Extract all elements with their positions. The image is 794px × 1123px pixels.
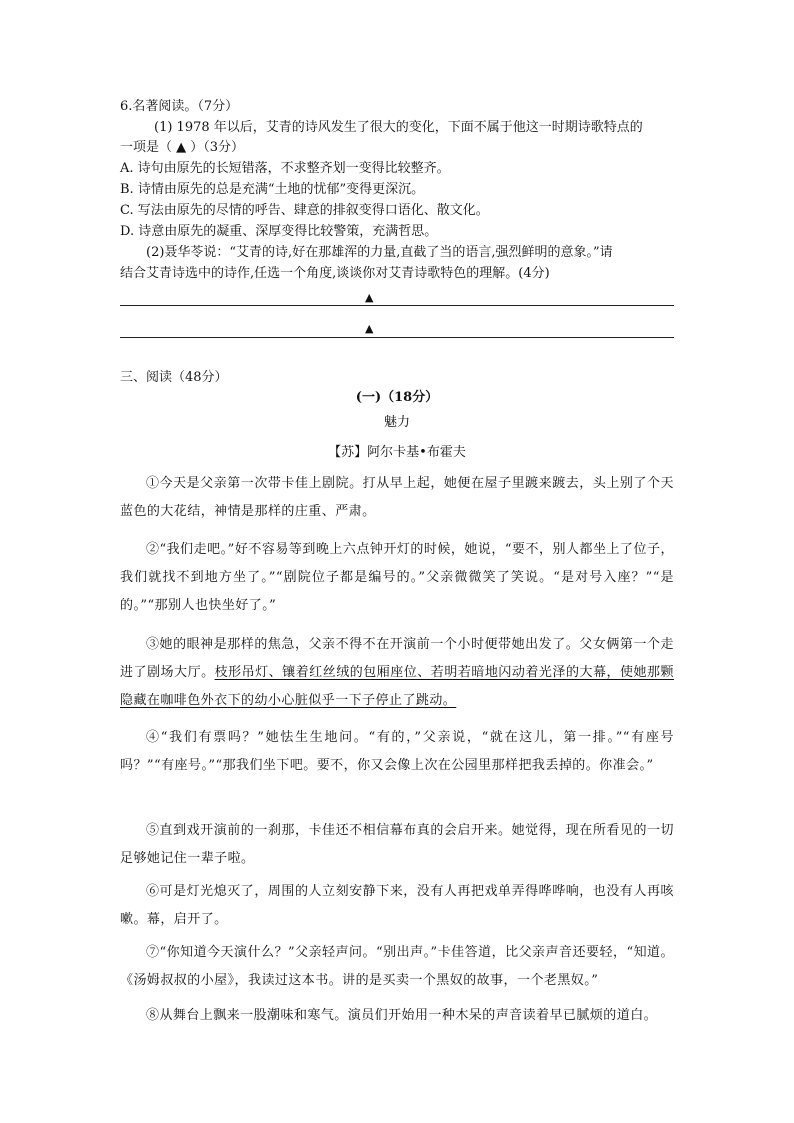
question-6-heading: 6.名著阅读。（7分）	[120, 99, 239, 114]
paragraph-4: ④“我们有票吗？”她怯生生地问。“有的，”父亲说，“就在这儿，第一排。”“有座号吗？”“有座号。”“那我们坐下吧。要不，你又会像上次在公园里那样把我丢掉的。你准会。”	[120, 730, 674, 773]
question-6-2-stem-cont: 结合艾青诗选中的诗作,任选一个角度,谈谈你对艾青诗歌特色的理解。(4分)	[120, 266, 550, 281]
paragraph-5: ⑤直到戏开演前的一刹那，卡佳还不相信幕布真的会启开来。她觉得，现在所看见的一切足够她记住一辈子啦。	[120, 823, 674, 866]
option-c: C. 写法由原先的尽情的呼告、肆意的排叙变得口语化、散文化。	[120, 203, 489, 218]
article-author: 【苏】阿尔卡基•布霍夫	[328, 445, 466, 460]
question-6-2-stem: (2)聂华苓说：“艾青的诗,好在那雄浑的力量,直截了当的语言,强烈鲜明的意象。”请	[146, 245, 613, 260]
paragraph-8: ⑧从舞台上飘来一股潮味和寒气。演员们开始用一种木呆的声音读着早已腻烦的道白。	[146, 1008, 658, 1023]
answer-line-2-marker: ▲	[365, 322, 374, 335]
paragraph-2: ②“我们走吧。”好不容易等到晚上六点钟开灯的时候，她说，“要不，别人都坐上了位子，我们就找不到地方坐了。”“剧院位子都是编号的。”父亲微微笑了笑说。“是对号入座？”“是的。”“那别人也快坐好了。”	[120, 542, 674, 613]
article-title: 魅力	[383, 415, 410, 430]
option-d: D. 诗意由原先的凝重、深厚变得比较警策，充满哲思。	[120, 224, 438, 239]
answer-line-1	[120, 305, 674, 306]
paragraph-1: ①今天是父亲第一次带卡佳上剧院。打从早上起，她便在屋子里踱来踱去，头上别了个天蓝色的大花结，神情是那样的庄重、严肃。	[120, 476, 674, 519]
option-b: B. 诗情由原先的总是充满“土地的忧郁”变得更深沉。	[120, 182, 425, 197]
paragraph-3-underlined: 枝形吊灯、镶着红丝绒的包厢座位、若明若暗地闪动着光泽的大幕，使她那颗隐藏在咖啡色外衣下的幼小心脏似乎一下子停止了跳动。	[120, 665, 674, 708]
paragraph-3	[120, 631, 674, 715]
answer-line-1-marker: ▲	[365, 291, 374, 304]
paragraph-6: ⑥可是灯光熄灭了，周围的人立刻安静下来，没有人再把戏单弄得哗哗响，也没有人再咳嗽。幕，启开了。	[120, 884, 674, 927]
question-6-1-stem-cont: 一项是（ ▲ ）（3分）	[120, 140, 245, 155]
question-6-1-stem: (1) 1978 年以后，艾青的诗风发生了很大的变化，下面不属于他这一时期诗歌特点的	[154, 120, 643, 135]
option-a: A. 诗句由原先的长短错落，不求整齐划一变得比较整齐。	[120, 161, 450, 176]
paragraph-3-text: ③她的眼神是那样的焦急，父亲不得不在开演前一个小时便带她出发了。父女俩第一个走进了剧场大厅。	[120, 637, 674, 680]
paragraph-7: ⑦“你知道今天演什么？”父亲轻声问。“别出声。”卡佳答道，比父亲声音还要轻，“知道。《汤姆叔叔的小屋》，我读过这本书。讲的是买卖一个黑奴的故事，一个老黑奴。”	[120, 945, 674, 988]
section-title: 三、阅读（48分）	[120, 370, 228, 385]
subsection-title: (一)（18分）	[355, 390, 439, 405]
answer-line-2	[120, 337, 674, 338]
